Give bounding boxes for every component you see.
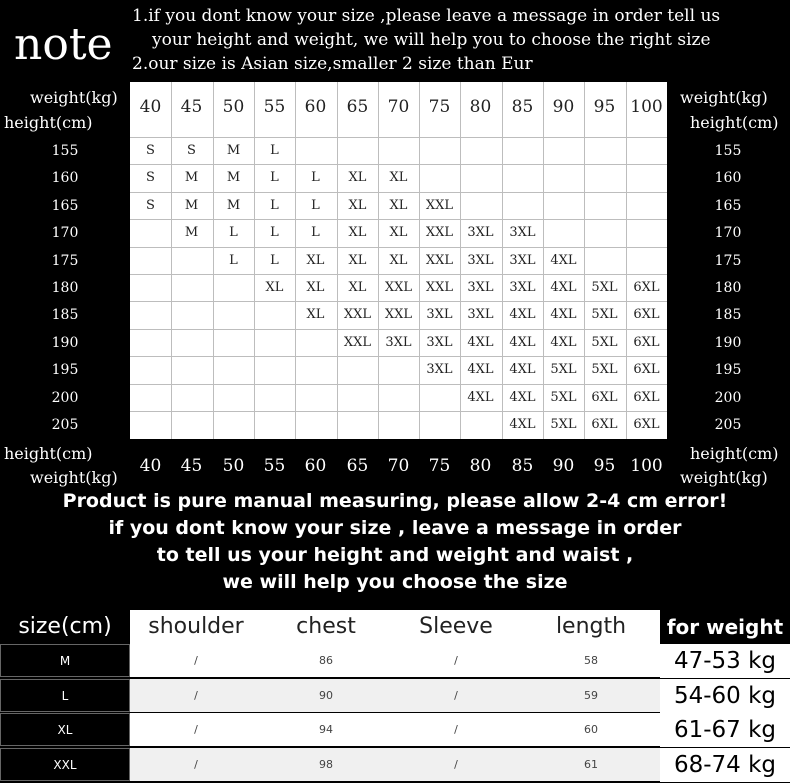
weight-header-cell: 90 (552, 97, 575, 117)
size-cell: 3XL (467, 253, 494, 268)
weight-footer-cell: 80 (469, 456, 492, 476)
weight-footer-cell: 45 (180, 456, 203, 476)
size-cell: 4XL (509, 390, 536, 405)
size-cell: 5XL (591, 335, 618, 350)
size-cell: L (270, 198, 279, 213)
size-cell: 3XL (509, 225, 536, 240)
shoulder-cell: / (130, 748, 262, 781)
size-cell: XXL (384, 280, 413, 295)
note-title: note (14, 19, 113, 70)
height-right-cell: 195 (714, 362, 742, 378)
height-right-cell: 180 (714, 280, 742, 296)
weight-header-cell: 80 (469, 97, 492, 117)
sleeve-cell: / (390, 644, 522, 677)
height-right-cell: 170 (714, 225, 742, 241)
size-cell: XXL (343, 307, 372, 322)
size-cell: 3XL (467, 280, 494, 295)
size-cell: 5XL (591, 362, 618, 377)
weight-footer-cell: 70 (387, 456, 410, 476)
size-label-cell: L (0, 679, 130, 712)
size-cell: M (184, 198, 199, 213)
measurement-table (0, 610, 790, 783)
size-label-cell: XXL (0, 748, 130, 781)
size-cell: XL (348, 280, 367, 295)
size-cell: XL (348, 170, 367, 185)
size-cell: XL (348, 198, 367, 213)
size-cell: XL (306, 253, 325, 268)
size-cell: 6XL (633, 362, 660, 377)
size-cell: 5XL (550, 362, 577, 377)
weight-footer-cell: 55 (263, 456, 286, 476)
shoulder-cell: / (130, 644, 262, 677)
weight-label-right-top: weight(kg) (680, 88, 768, 107)
weight-footer-cell: 40 (139, 456, 162, 476)
size-cell: XL (389, 198, 408, 213)
size-cell: S (146, 143, 155, 158)
notice-line-4: we will help you choose the size (222, 571, 568, 593)
size-cell: 4XL (509, 335, 536, 350)
size-cell: XL (306, 280, 325, 295)
shoulder-cell: / (130, 713, 262, 746)
chest-cell: 90 (262, 679, 390, 712)
size-cell: 4XL (509, 417, 536, 432)
height-left-cell: 160 (51, 170, 79, 186)
weight-header-cell: 100 (630, 97, 663, 117)
size-cell: XL (306, 307, 325, 322)
height-right-cell: 185 (714, 307, 742, 323)
size-cell: M (226, 198, 241, 213)
weight-footer-cell: 75 (428, 456, 451, 476)
for-weight-cell: 61-67 kg (660, 713, 790, 747)
weight-header-cell: 65 (346, 97, 369, 117)
size-cell: 6XL (633, 280, 660, 295)
sleeve-cell: / (390, 713, 522, 746)
size-cell: 4XL (467, 390, 494, 405)
header-size: size(cm) (0, 610, 130, 644)
notice-line-2: if you dont know your size , leave a message in order (108, 517, 682, 539)
length-cell: 60 (522, 713, 660, 746)
size-cell: XXL (343, 335, 372, 350)
size-cell: 4XL (467, 362, 494, 377)
sleeve-cell: / (390, 679, 522, 712)
size-cell: 4XL (550, 307, 577, 322)
shoulder-cell: / (130, 679, 262, 712)
size-cell: L (229, 253, 238, 268)
size-cell: XL (389, 170, 408, 185)
weight-header-cell: 40 (139, 97, 162, 117)
size-cell: XXL (425, 198, 454, 213)
size-cell: 6XL (591, 417, 618, 432)
note-line-1: 1.if you dont know your size ,please leave a message in order tell us (132, 6, 721, 26)
size-cell: 6XL (591, 390, 618, 405)
size-cell: XL (389, 225, 408, 240)
weight-header-cell: 75 (428, 97, 451, 117)
weight-footer-cell: 85 (511, 456, 534, 476)
size-cell: 5XL (591, 280, 618, 295)
height-left-cell: 170 (51, 225, 79, 241)
height-left-cell: 155 (51, 143, 79, 159)
length-cell: 58 (522, 644, 660, 677)
size-cell: M (184, 170, 199, 185)
size-cell: 5XL (591, 307, 618, 322)
size-cell: 4XL (550, 335, 577, 350)
height-label-right-bottom: height(cm) (690, 444, 779, 463)
header-chest: chest (296, 614, 356, 639)
size-cell: L (270, 143, 279, 158)
height-left-cell: 200 (51, 390, 79, 406)
size-cell: M (226, 170, 241, 185)
weight-header-cell: 45 (180, 97, 203, 117)
size-cell: 6XL (633, 417, 660, 432)
weight-header-cell: 50 (222, 97, 245, 117)
size-cell: M (184, 225, 199, 240)
weight-label-left-bottom: weight(kg) (30, 468, 118, 487)
height-right-cell: 160 (714, 170, 742, 186)
height-label-right-top: height(cm) (690, 113, 779, 132)
chest-cell: 94 (262, 713, 390, 746)
size-cell: L (270, 170, 279, 185)
size-cell: S (146, 170, 155, 185)
size-cell: XXL (384, 307, 413, 322)
grid-vline (171, 82, 172, 439)
header-shoulder: shoulder (148, 614, 244, 639)
size-cell: 4XL (550, 280, 577, 295)
weight-header-cell: 60 (304, 97, 327, 117)
size-label-cell: M (0, 644, 130, 677)
height-left-cell: 195 (51, 362, 79, 378)
height-right-cell: 200 (714, 390, 742, 406)
size-cell: L (270, 225, 279, 240)
size-cell: L (311, 225, 320, 240)
size-cell: XL (348, 253, 367, 268)
height-right-cell: 190 (714, 335, 742, 351)
weight-footer-cell: 65 (346, 456, 369, 476)
for-weight-cell: 68-74 kg (660, 748, 790, 782)
note-line-1b: your height and weight, we will help you to choose the right size (152, 30, 711, 50)
weight-footer-cell: 95 (593, 456, 616, 476)
size-cell: 3XL (426, 335, 453, 350)
weight-header-cell: 95 (593, 97, 616, 117)
size-cell: 4XL (509, 362, 536, 377)
height-left-cell: 180 (51, 280, 79, 296)
size-cell: 3XL (426, 307, 453, 322)
size-cell: L (270, 253, 279, 268)
weight-footer-cell: 50 (222, 456, 245, 476)
height-right-cell: 175 (714, 253, 742, 269)
weight-footer-cell: 90 (552, 456, 575, 476)
length-cell: 59 (522, 679, 660, 712)
height-label-left-top: height(cm) (4, 113, 93, 132)
size-cell: L (311, 170, 320, 185)
size-cell: XXL (425, 225, 454, 240)
for-weight-cell: 54-60 kg (660, 679, 790, 713)
sleeve-cell: / (390, 748, 522, 781)
size-cell: 6XL (633, 390, 660, 405)
size-cell: XXL (425, 253, 454, 268)
weight-label-right-bottom: weight(kg) (680, 468, 768, 487)
size-cell: L (229, 225, 238, 240)
height-left-cell: 190 (51, 335, 79, 351)
size-cell: 5XL (550, 417, 577, 432)
size-cell: XL (389, 253, 408, 268)
size-cell: 3XL (385, 335, 412, 350)
height-left-cell: 185 (51, 307, 79, 323)
height-right-cell: 155 (714, 143, 742, 159)
size-cell: 6XL (633, 335, 660, 350)
header-sleeve: Sleeve (419, 614, 493, 639)
height-right-cell: 165 (714, 198, 742, 214)
size-cell: 3XL (509, 280, 536, 295)
header-for-weight: for weight (660, 610, 790, 644)
chest-cell: 98 (262, 748, 390, 781)
chest-cell: 86 (262, 644, 390, 677)
weight-footer-cell: 60 (304, 456, 327, 476)
size-label-cell: XL (0, 713, 130, 746)
size-cell: 4XL (550, 253, 577, 268)
size-grid (130, 82, 667, 439)
size-cell: 5XL (550, 390, 577, 405)
size-cell: XL (348, 225, 367, 240)
size-cell: 4XL (467, 335, 494, 350)
notice-line-3: to tell us your height and weight and waist , (156, 544, 634, 566)
size-cell: L (311, 198, 320, 213)
size-cell: 4XL (509, 307, 536, 322)
height-left-cell: 175 (51, 253, 79, 269)
height-label-left-bottom: height(cm) (4, 444, 93, 463)
size-cell: 6XL (633, 307, 660, 322)
weight-header-cell: 85 (511, 97, 534, 117)
weight-header-cell: 55 (263, 97, 286, 117)
size-cell: S (187, 143, 196, 158)
weight-label-left-top: weight(kg) (30, 88, 118, 107)
notice-line-1: Product is pure manual measuring, please allow 2-4 cm error! (62, 490, 728, 512)
size-cell: M (226, 143, 241, 158)
height-left-cell: 165 (51, 198, 79, 214)
height-left-cell: 205 (51, 417, 79, 433)
size-cell: 3XL (426, 362, 453, 377)
size-cell: 3XL (509, 253, 536, 268)
size-cell: 3XL (467, 307, 494, 322)
size-cell: S (146, 198, 155, 213)
size-cell: 3XL (467, 225, 494, 240)
note-line-2: 2.our size is Asian size,smaller 2 size than Eur (132, 54, 533, 74)
size-cell: XXL (425, 280, 454, 295)
for-weight-cell: 47-53 kg (660, 644, 790, 678)
weight-header-cell: 70 (387, 97, 410, 117)
weight-footer-cell: 100 (630, 456, 663, 476)
height-right-cell: 205 (714, 417, 742, 433)
header-length: length (555, 614, 627, 639)
size-cell: XL (265, 280, 284, 295)
length-cell: 61 (522, 748, 660, 781)
